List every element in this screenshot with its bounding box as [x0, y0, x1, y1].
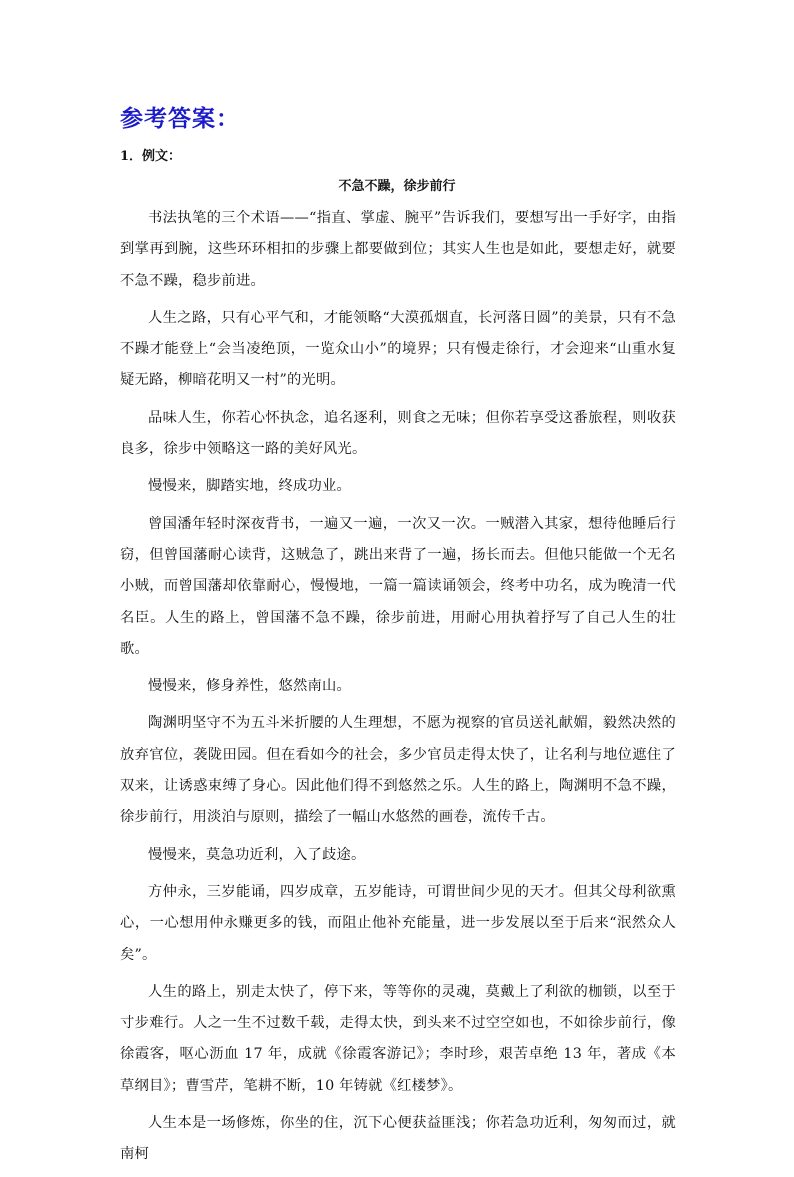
answer-heading: 参考答案： [120, 106, 240, 132]
essay-title: 不急不躁，徐步前行 [338, 179, 456, 194]
paragraph: 品味人生，你若心怀执念，追名逐利，则食之无味；但你若享受这番旅程，则收获良多，徐步中领略这一路的美好风光。 [120, 409, 676, 458]
paragraph: 慢慢来，莫急功近利，入了歧途。 [148, 846, 366, 863]
paragraph: 陶渊明坚守不为五斗米折腰的人生理想，不愿为视察的官员送礼献媚，毅然决然的放弃官位，袭陇田园。但在看如今的社会，多少官员走得太快了，让名利与地位遮住了双来，让诱惑束缚了身心。因此他们得不到悠然之乐。人生的路上，陶渊明不急不躁，徐步前行，用淡泊与原则，描绘了一幅山水悠然的画卷，流传千古。 [120, 715, 676, 826]
paragraph: 书法执笔的三个术语——“指直、掌虚、腕平”告诉我们，要想写出一手好字，由指到掌再到腕，这些环环相扣的步骤上都要做到位；其实人生也是如此，要想走好，就要不急不躁，稳步前进。 [120, 210, 676, 289]
essay-body [120, 203, 676, 1177]
paragraph: 曾国潘年轻时深夜背书，一遍又一遍，一次又一次。一贼潜入其家，想待他睡后行窃，但曾国藩耐心读背，这贼急了，跳出来背了一遍，扬长而去。但他只能做一个无名小贼，而曾国藩却依靠耐心，慢慢地，一篇一篇读诵领会，终考中功名，成为晚清一代名臣。人生的路上，曾国藩不急不躁，徐步前进，用耐心用执着抒写了自己人生的壮歌。 [120, 515, 676, 657]
paragraph: 慢慢来，修身养性，悠然南山。 [148, 678, 351, 695]
paragraph: 人生本是一场修炼，你坐的住，沉下心便获益匪浅；你若急功近利，匆匆而过，就南柯 [120, 1115, 676, 1163]
paragraph: 人生的路上，别走太快了，停下来，等等你的灵魂，莫戴上了利欲的枷锁，以至于寸步难行。人之一生不过数千载，走得太快，到头来不过空空如也，不如徐步前行，像徐霞客，呕心沥血 17 年，成就《徐霞客游记》；李时珍，艰苦卓绝 13 年，著成《本草纲目》；曹雪芹，笔耕不断，10 年铸就《红楼梦》。 [120, 983, 676, 1094]
paragraph: 慢慢来，脚踏实地，终成功业。 [148, 478, 351, 495]
paragraph: 人生之路，只有心平气和，才能领略“大漠孤烟直，长河落日圆”的美景，只有不急不躁才能登上“会当凌绝顶，一览众山小”的境界；只有慢走徐行，才会迎来“山重水复疑无路，柳暗花明又一村”的光明。 [120, 309, 676, 389]
paragraph: 方仲永，三岁能诵，四岁成章，五岁能诗，可谓世间少见的天才。但其父母利欲熏心，一心想用仲永赚更多的钱，而阻止他补充能量，进一步发展以至于后来“泯然众人矣”。 [120, 883, 676, 963]
question-number: 1．例文： [120, 149, 182, 164]
